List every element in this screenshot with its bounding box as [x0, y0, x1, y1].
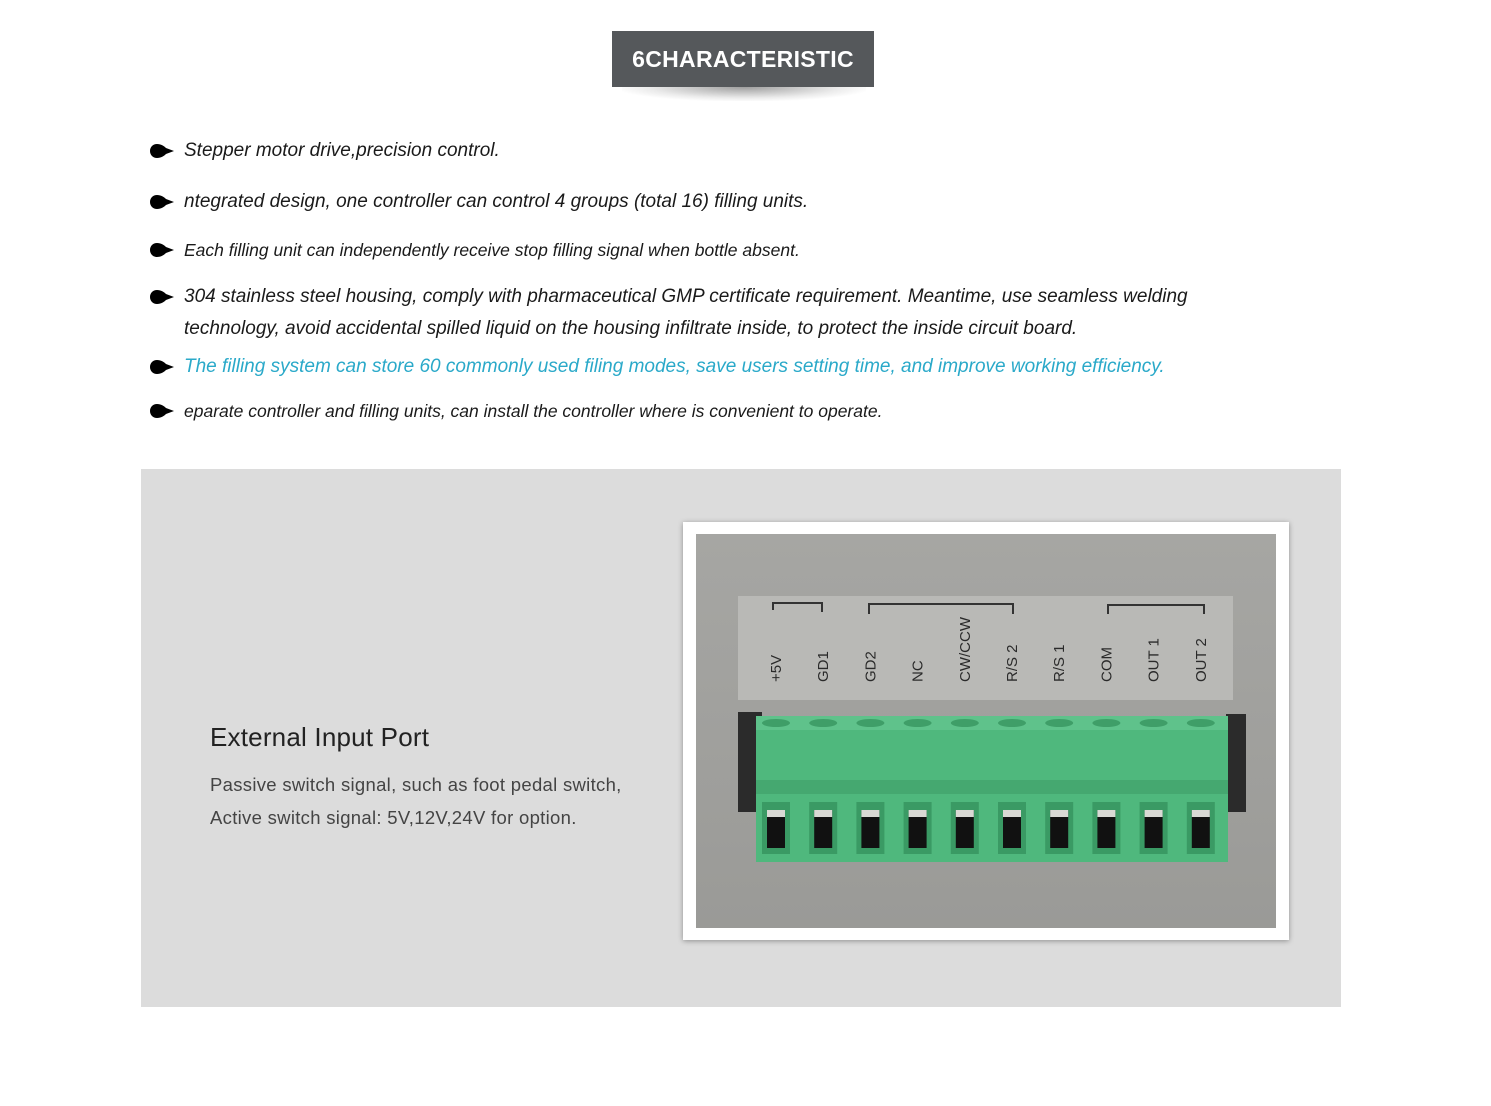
terminal-label: OUT 2	[1192, 638, 1210, 682]
terminal-screw	[1140, 719, 1168, 727]
terminal-label: +5V	[768, 654, 785, 682]
feature-text: eparate controller and filling units, can install the controller where is convenient to operate.	[184, 401, 883, 421]
terminal-label: GD1	[815, 651, 833, 682]
bullet-icon	[150, 144, 174, 158]
port-description-line: Passive switch signal, such as foot pedal switch,	[210, 774, 622, 795]
feature-text: 304 stainless steel housing, comply with pharmaceutical GMP certificate requirement. Meantime, use seamless welding technology, avoid accidental spilled liquid on the housing infiltrate inside, to protect the inside circuit board.	[184, 286, 1188, 339]
section-title: 6CHARACTERISTIC	[612, 31, 874, 87]
mount-right	[1226, 714, 1246, 812]
feature-item	[148, 135, 1288, 167]
bullet-icon	[150, 290, 174, 304]
terminal-clamp	[861, 810, 879, 817]
feature-item	[148, 234, 1288, 266]
feature-text: The filling system can store 60 commonly used filing modes, save users setting time, and improve working efficiency.	[184, 356, 1165, 377]
terminal-clamp	[1145, 810, 1163, 817]
terminal-screw	[809, 719, 837, 727]
terminal-photo-frame	[683, 522, 1289, 940]
bullet-icon	[150, 360, 174, 374]
terminal-clamp	[1003, 810, 1021, 817]
terminal-label: CW/CCW	[956, 617, 974, 682]
port-title: External Input Port	[210, 722, 430, 752]
terminal-label: NC	[909, 660, 927, 682]
terminal-screw	[1092, 719, 1120, 727]
terminal-clamp	[1192, 810, 1210, 817]
feature-item	[148, 395, 1288, 427]
terminal-screw	[1045, 719, 1073, 727]
terminal-label: OUT 1	[1145, 638, 1163, 682]
terminal-clamp	[1050, 810, 1068, 817]
terminal-screw	[856, 719, 884, 727]
terminal-step	[756, 780, 1228, 794]
feature-text: Each filling unit can independently receive stop filling signal when bottle absent.	[184, 240, 800, 260]
bullet-icon	[150, 195, 174, 209]
feature-item	[148, 351, 1288, 383]
feature-item	[148, 186, 1288, 218]
port-description-line: Active switch signal: 5V,12V,24V for option.	[210, 807, 577, 828]
terminal-clamp	[1097, 810, 1115, 817]
bullet-icon	[150, 243, 174, 257]
terminal-screw	[951, 719, 979, 727]
feature-text: ntegrated design, one controller can control 4 groups (total 16) filling units.	[184, 191, 809, 212]
terminal-label: R/S 1	[1051, 644, 1069, 682]
bullet-icon	[150, 404, 174, 418]
terminal-screw	[904, 719, 932, 727]
terminal-photo	[696, 534, 1276, 928]
terminal-block-illustration	[696, 534, 1276, 928]
terminal-clamp	[909, 810, 927, 817]
section-title-shadow	[622, 87, 866, 101]
terminal-clamp	[767, 810, 785, 817]
terminal-label: R/S 2	[1004, 644, 1021, 682]
port-description	[210, 768, 622, 834]
terminal-label: GD2	[862, 651, 880, 682]
feature-text: Stepper motor drive,precision control.	[184, 140, 500, 161]
terminal-screw	[762, 719, 790, 727]
feature-item	[148, 281, 1288, 345]
terminal-label: COM	[1098, 647, 1116, 682]
terminal-clamp	[956, 810, 974, 817]
terminal-screw	[1187, 719, 1215, 727]
terminal-screw	[998, 719, 1026, 727]
terminal-clamp	[814, 810, 832, 817]
